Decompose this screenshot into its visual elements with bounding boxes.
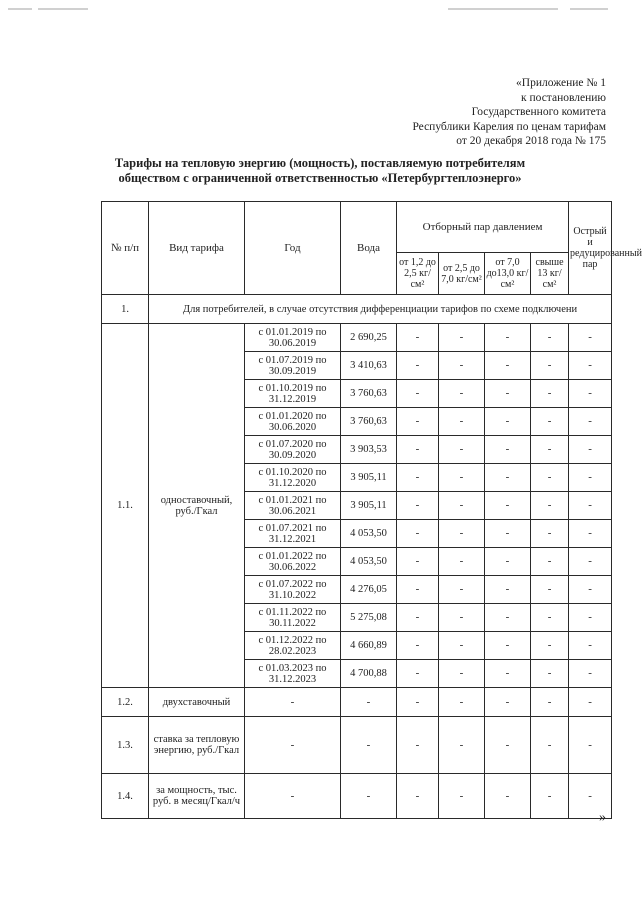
dash-cell: - [485,324,531,352]
dash-cell: - [531,464,569,492]
dash-cell: - [569,717,612,774]
dash-cell: - [439,548,485,576]
dash-cell: - [397,352,439,380]
period-cell: с 01.12.2022 по 28.02.2023 [245,632,341,660]
dash-cell: - [439,436,485,464]
section-row [102,295,612,324]
dash-cell: - [531,688,569,717]
dash-cell: - [397,717,439,774]
period-cell: с 01.01.2022 по 30.06.2022 [245,548,341,576]
dash-cell: - [569,688,612,717]
header-tariff-type: Вид тарифа [149,202,245,295]
header-num: № п/п [102,202,149,295]
dash-cell: - [397,774,439,819]
section-title: Для потребителей, в случае отсутствия дифференциации тарифов по схеме подключени [149,295,612,324]
dash-cell: - [531,774,569,819]
appendix-line: Республики Карелия по ценам тарифам [412,120,606,133]
header-water: Вода [341,202,397,295]
header-steam-col: от 1,2 до 2,5 кг/см² [397,253,439,295]
dash-cell: - [397,380,439,408]
dash-cell: - [485,774,531,819]
dash-cell: - [569,408,612,436]
dash-cell: - [439,604,485,632]
dash-cell: - [439,324,485,352]
dash-cell: - [439,408,485,436]
water-tariff-cell: 4 276,05 [341,576,397,604]
dash-cell: - [531,717,569,774]
dash-cell: - [439,492,485,520]
water-tariff-cell: 2 690,25 [341,324,397,352]
dash-cell: - [439,576,485,604]
dash-cell: - [341,717,397,774]
dash-cell: - [439,660,485,688]
dash-cell: - [245,688,341,717]
dash-cell: - [485,632,531,660]
dash-cell: - [397,576,439,604]
row-num: 1.4. [102,774,149,819]
dash-cell: - [485,576,531,604]
dash-cell: - [485,520,531,548]
row-label: одноставочный, руб./Гкал [149,324,245,688]
dash-cell: - [569,660,612,688]
header-steam-group: Отборный пар давлением [397,202,569,253]
title-line: Тарифы на тепловую энергию (мощность), поставляемую потребителям [114,156,526,170]
dash-cell: - [245,717,341,774]
single-rate-rows [102,324,612,688]
dash-cell: - [485,436,531,464]
dash-cell: - [485,548,531,576]
dash-cell: - [439,352,485,380]
dash-cell: - [439,520,485,548]
appendix-reference [412,76,606,149]
dash-cell: - [569,520,612,548]
header-row [102,202,612,253]
header-steam-col: от 7,0 до13,0 кг/см² [485,253,531,295]
dash-cell: - [569,380,612,408]
dash-cell: - [397,688,439,717]
period-cell: с 01.07.2019 по 30.09.2019 [245,352,341,380]
header-steam-col: от 2,5 до 7,0 кг/см² [439,253,485,295]
dash-cell: - [531,492,569,520]
dash-cell: - [397,604,439,632]
scan-artifact [0,8,640,14]
dash-cell: - [439,380,485,408]
dash-cell: - [531,632,569,660]
row-num: 1.1. [102,324,149,688]
period-cell: с 01.10.2020 по 31.12.2020 [245,464,341,492]
header-year: Год [245,202,341,295]
dash-cell: - [397,324,439,352]
row-label: ставка за тепловую энергию, руб./Гкал [149,717,245,774]
water-tariff-cell: 5 275,08 [341,604,397,632]
dash-cell: - [439,464,485,492]
dash-cell: - [531,604,569,632]
water-tariff-cell: 4 660,89 [341,632,397,660]
water-tariff-cell: 3 760,63 [341,408,397,436]
dash-cell: - [439,632,485,660]
dash-cell: - [531,324,569,352]
water-tariff-cell: 4 053,50 [341,520,397,548]
dash-cell: - [397,548,439,576]
title-line: обществом с ограниченной ответственностью «Петербургтеплоэнерго» [118,171,522,185]
dash-cell: - [531,548,569,576]
dash-cell: - [485,688,531,717]
dash-cell: - [485,408,531,436]
water-tariff-cell: 3 905,11 [341,492,397,520]
period-cell: с 01.01.2020 по 30.06.2020 [245,408,341,436]
water-tariff-cell: 3 903,53 [341,436,397,464]
tariff-table [101,201,642,819]
period-cell: с 01.07.2020 по 30.09.2020 [245,436,341,464]
water-tariff-cell: 4 053,50 [341,548,397,576]
dash-cell: - [569,774,612,819]
dash-cell: - [569,632,612,660]
closing-quote: » [599,810,606,825]
dash-cell: - [569,604,612,632]
dash-cell: - [531,436,569,464]
water-tariff-cell: 3 760,63 [341,380,397,408]
dash-cell: - [341,774,397,819]
row-label: двухставочный [149,688,245,717]
dash-cell: - [569,492,612,520]
dash-cell: - [569,464,612,492]
dash-cell: - [531,660,569,688]
dash-cell: - [569,324,612,352]
water-tariff-cell: 3 410,63 [341,352,397,380]
appendix-line: Государственного комитета [471,106,606,118]
dash-cell: - [439,717,485,774]
dash-cell: - [485,717,531,774]
section-num: 1. [102,295,149,324]
period-cell: с 01.03.2023 по 31.12.2023 [245,660,341,688]
dash-cell: - [569,548,612,576]
water-tariff-cell: 4 700,88 [341,660,397,688]
dash-cell: - [397,632,439,660]
dash-cell: - [485,660,531,688]
dash-cell: - [397,660,439,688]
dash-cell: - [485,604,531,632]
document-title [110,156,530,186]
header-sharp-steam: Острый и редуцированный пар [569,202,612,295]
dash-cell: - [485,380,531,408]
dash-cell: - [397,436,439,464]
dash-cell: - [569,352,612,380]
appendix-line: «Приложение № 1 [516,77,606,89]
dash-cell: - [341,688,397,717]
water-tariff-cell: 3 905,11 [341,464,397,492]
period-cell: с 01.11.2022 по 30.11.2022 [245,604,341,632]
dash-cell: - [569,576,612,604]
appendix-line: к постановлению [521,91,606,104]
row-label: за мощность, тыс. руб. в месяц/Гкал/ч [149,774,245,819]
dash-cell: - [245,774,341,819]
dash-cell: - [531,408,569,436]
dash-cell: - [397,520,439,548]
table-row [102,717,612,774]
dash-cell: - [531,352,569,380]
dash-cell: - [439,688,485,717]
dash-cell: - [531,576,569,604]
period-cell: с 01.10.2019 по 31.12.2019 [245,380,341,408]
appendix-line: от 20 декабря 2018 года № 175 [456,135,606,147]
dash-cell: - [397,464,439,492]
row-num: 1.2. [102,688,149,717]
period-cell: с 01.01.2019 по 30.06.2019 [245,324,341,352]
dash-cell: - [397,492,439,520]
period-cell: с 01.07.2021 по 31.12.2021 [245,520,341,548]
dash-cell: - [531,380,569,408]
dash-cell: - [569,436,612,464]
row-num: 1.3. [102,717,149,774]
dash-cell: - [439,774,485,819]
table-row [102,774,612,819]
dash-cell: - [485,464,531,492]
table-row [102,688,612,717]
period-cell: с 01.01.2021 по 30.06.2021 [245,492,341,520]
dash-cell: - [397,408,439,436]
period-cell: с 01.07.2022 по 31.10.2022 [245,576,341,604]
dash-cell: - [485,352,531,380]
header-steam-col: свыше 13 кг/см² [531,253,569,295]
table-row [102,324,612,352]
dash-cell: - [485,492,531,520]
dash-cell: - [531,520,569,548]
